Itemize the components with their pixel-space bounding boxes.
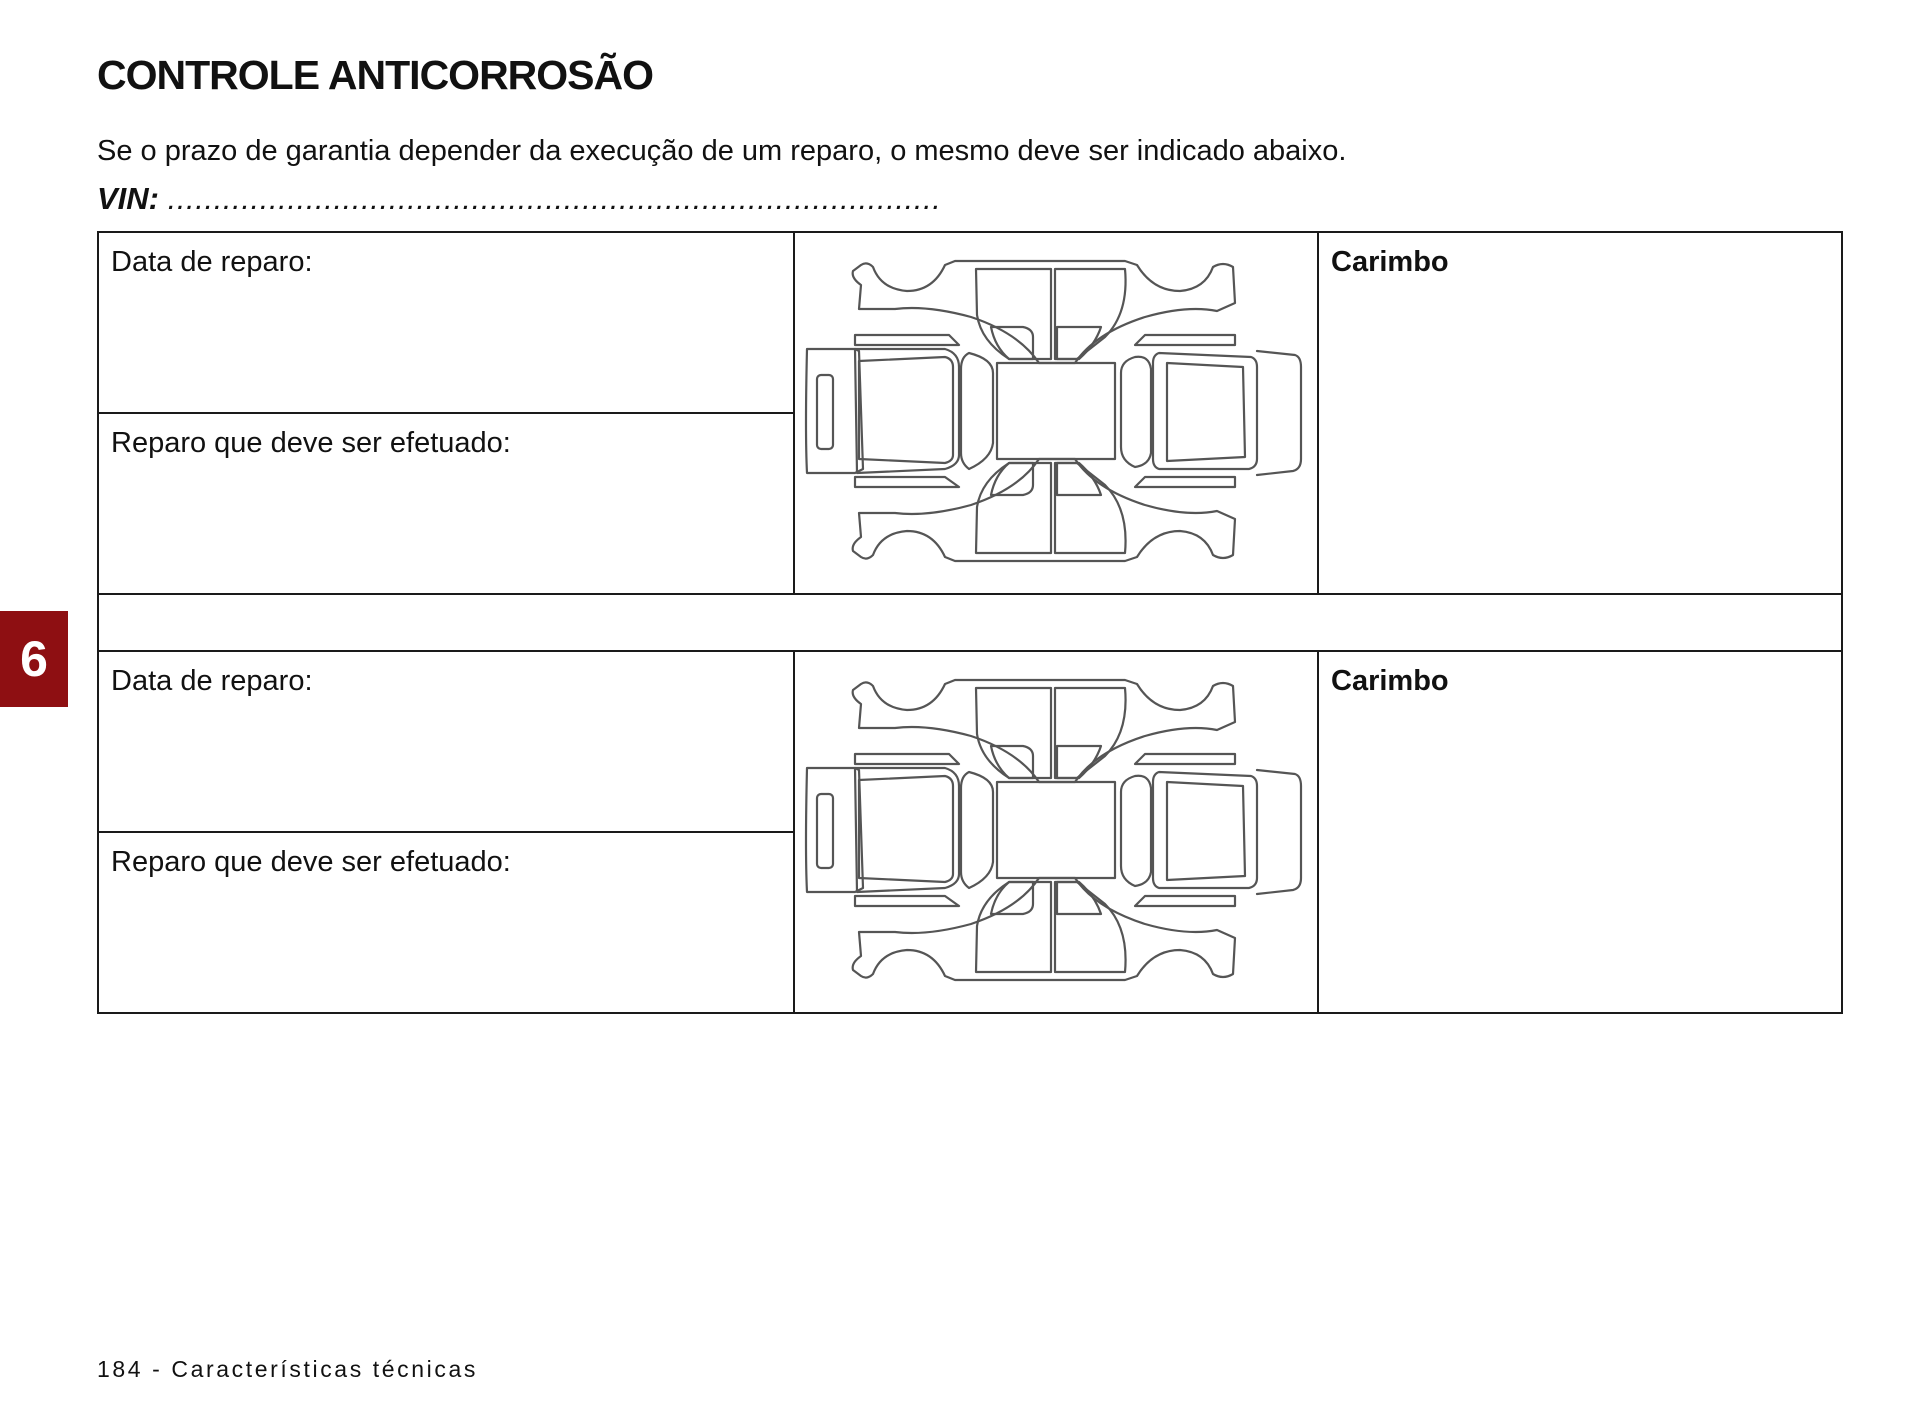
vin-field[interactable]: .................................................................................... [167,181,942,216]
repair-block-2-row-date [98,651,1842,832]
date-label: Data de reparo: [111,665,313,697]
car-body-diagram-icon [795,652,1319,1008]
separator-cell [98,594,1842,651]
repair-cell[interactable] [98,832,794,1013]
date-cell[interactable] [98,651,794,832]
repair-label: Reparo que deve ser efetuado: [111,427,511,459]
vin-line [97,181,942,217]
stamp-cell[interactable] [1318,232,1842,594]
intro-text: Se o prazo de garantia depender da execução de um reparo, o mesmo deve ser indicado abaixo. [97,135,1347,167]
stamp-label: Carimbo [1331,665,1449,697]
car-body-diagram-icon [795,233,1319,589]
separator-row [98,594,1842,651]
stamp-cell[interactable] [1318,651,1842,1013]
chapter-tab: 6 [0,611,68,707]
stamp-label: Carimbo [1331,246,1449,278]
date-cell[interactable] [98,232,794,413]
repair-label: Reparo que deve ser efetuado: [111,846,511,878]
page-footer: 184 - Características técnicas [97,1356,478,1382]
page-title: CONTROLE ANTICORROSÃO [97,52,654,98]
diagram-cell[interactable] [794,232,1318,594]
anticorrosion-form [97,231,1843,1014]
diagram-cell[interactable] [794,651,1318,1013]
date-label: Data de reparo: [111,246,313,278]
vin-label: VIN: [97,181,159,216]
repair-block-1-row-date [98,232,1842,413]
repair-cell[interactable] [98,413,794,594]
